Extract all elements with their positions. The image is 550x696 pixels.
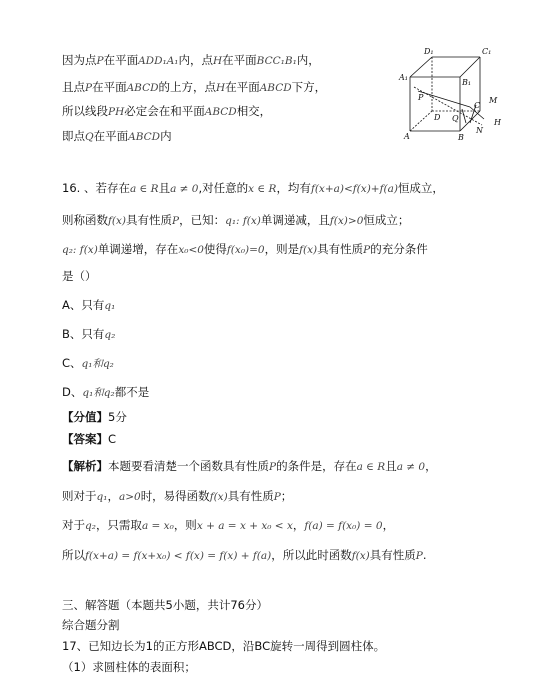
proof-line-3: 所以线段PH必定会在和平面ABCD相交， — [62, 104, 272, 118]
option-a: A、只有q₁ — [62, 298, 116, 312]
label-B: B — [458, 133, 464, 142]
option-d: D、q₁和q₂都不是 — [62, 385, 150, 399]
proof-line-1: 因为点P在平面ADD₁A₁内，点H在平面BCC₁B₁内， — [62, 53, 320, 67]
label-D1: D₁ — [424, 47, 434, 56]
label-M: M — [489, 96, 498, 105]
label-A: A — [404, 132, 410, 141]
section-title: 三、解答题（本题共5小题，共计76分） — [62, 598, 268, 612]
proof-line-4: 即点Q在平面ABCD内 — [62, 129, 172, 143]
score-line: 【分值】5分 — [62, 410, 127, 424]
proof-line-2: 且点P在平面ABCD的上方，点H在平面ABCD下方， — [62, 80, 327, 94]
q16-line-1: 16. 、若存在a ∈ R且a ≠ 0,对任意的x ∈ R，均有f(x+a)<f(x)+f(a)恒成立， — [62, 181, 444, 195]
section-subtitle: 综合题分割 — [62, 618, 120, 632]
label-N: N — [476, 126, 483, 135]
q17-line: 17、已知边长为1的正方形ABCD，沿BC旋转一周得到圆柱体。 — [62, 639, 386, 653]
label-A1: A₁ — [399, 73, 408, 82]
label-C: C — [474, 101, 481, 110]
option-c: C、q₁和q₂ — [62, 356, 114, 370]
label-H: H — [494, 118, 501, 127]
label-B1: B₁ — [462, 78, 472, 87]
label-P: P — [418, 93, 424, 102]
analysis-line-2: 则对于q₁，a>0时，易得函数f(x)具有性质P； — [62, 489, 293, 503]
label-C1: C₁ — [482, 47, 492, 56]
analysis-line-4: 所以f(x+a) = f(x+x₀) < f(x) = f(x) + f(a)，所以此时函数f(x)具有性质P. — [62, 548, 427, 562]
q16-line-2: 则称函数f(x)具有性质P，已知：q₁: f(x)单调递减，且f(x)>0恒成立； — [62, 213, 410, 227]
analysis-line-1: 【解析】本题要看清楚一个函数具有性质P的条件是，存在a ∈ R且a ≠ 0， — [62, 459, 437, 473]
analysis-line-3: 对于q₂，只需取a = x₀，则x + a = x + x₀ < x，f(a) = f(x₀) = 0， — [62, 518, 395, 532]
q16-line-3: q₂: f(x)单调递增，存在x₀<0使得f(x₀)=0，则是f(x)具有性质P的充分条件 — [62, 242, 428, 256]
q17-part-1: （1）求圆柱体的表面积； — [62, 660, 196, 674]
label-D: D — [434, 113, 441, 122]
option-b: B、只有q₂ — [62, 327, 116, 341]
q16-line-4: 是（） — [62, 269, 97, 283]
answer-line: 【答案】C — [62, 432, 117, 446]
cube-figure — [396, 45, 506, 145]
label-Q: Q — [452, 114, 459, 123]
